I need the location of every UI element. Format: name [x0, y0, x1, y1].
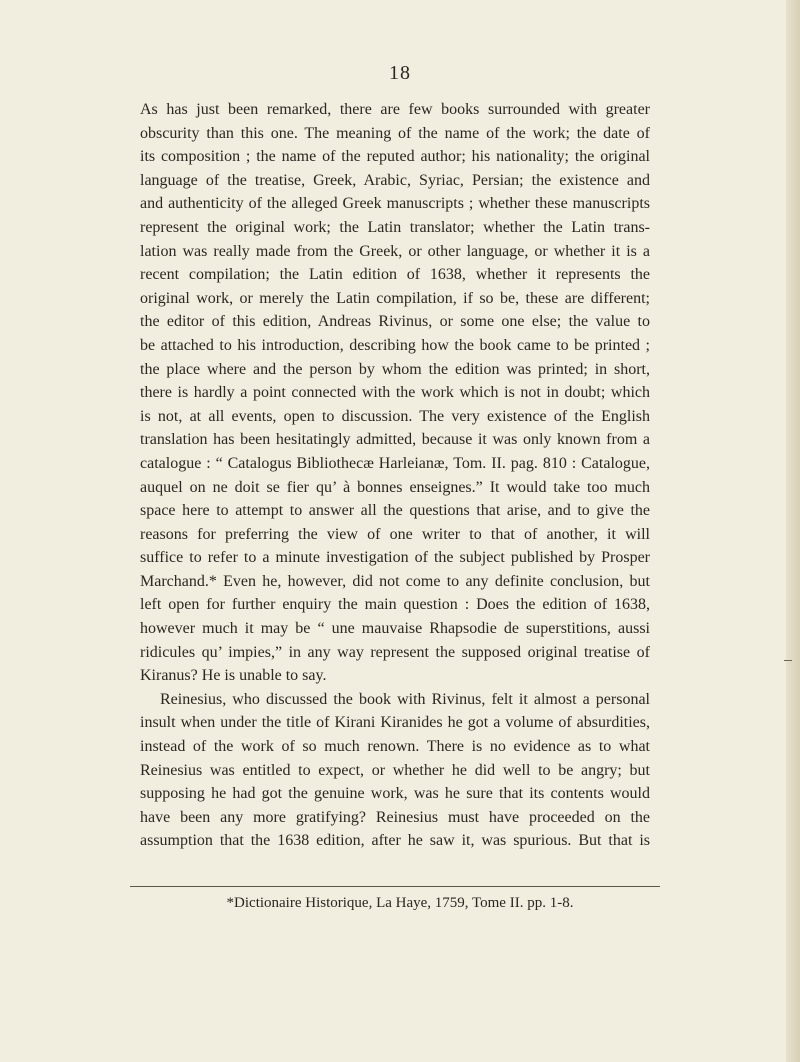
- text-line: represent the original work; the Latin translator; whether the Latin trans-: [140, 218, 650, 236]
- text-line: assumption that the 1638 edition, after he saw it, was spurious. But that is: [140, 832, 650, 850]
- footnote: *Dictionaire Historique, La Haye, 1759, Tome II. pp. 1-8.: [226, 895, 574, 911]
- text-line: there is hardly a point connected with the work which is not in doubt; which: [140, 384, 650, 402]
- text-line: insult when under the title of Kirani Kiranides he got a volume of absurdities,: [140, 714, 650, 732]
- margin-mark: [784, 660, 792, 661]
- text-line: however much it may be “ une mauvaise Rhapsodie de superstitions, aussi: [140, 620, 650, 638]
- text-line: Marchand.* Even he, however, did not come to any definite conclusion, but: [140, 572, 650, 590]
- text-line: obscurity than this one. The meaning of the name of the work; the date of: [140, 124, 650, 142]
- footnote-rule: [130, 886, 660, 887]
- text-line: suffice to refer to a minute investigation of the subject published by Prosper: [140, 549, 650, 567]
- text-line: translation has been hesitatingly admitted, because it was only known from a: [140, 431, 650, 449]
- body-text: [140, 98, 650, 853]
- text-line: recent compilation; the Latin edition of 1638, whether it represents the: [140, 266, 650, 284]
- text-line: lation was really made from the Greek, or other language, or whether it is a: [140, 242, 650, 260]
- text-line: is not, at all events, open to discussion. The very existence of the English: [140, 407, 650, 425]
- text-line: Reinesius, who discussed the book with Rivinus, felt it almost a personal: [160, 690, 650, 708]
- text-line: its composition ; the name of the reputed author; his nationality; the original: [140, 148, 650, 166]
- text-line: instead of the work of so much renown. There is no evidence as to what: [140, 738, 650, 756]
- text-line: have been any more gratifying? Reinesius must have proceeded on the: [140, 808, 650, 826]
- text-line: Kiranus? He is unable to say.: [140, 667, 327, 685]
- text-line: supposing he had got the genuine work, was he sure that its contents would: [140, 785, 650, 803]
- text-line: be attached to his introduction, describing how the book came to be printed ;: [140, 336, 650, 354]
- text-line: space here to attempt to answer all the questions that arise, and to give the: [140, 502, 650, 520]
- page-number: 18: [389, 62, 411, 84]
- text-line: the place where and the person by whom the edition was printed; in short,: [140, 360, 650, 378]
- text-line: left open for further enquiry the main question : Does the edition of 1638,: [140, 596, 650, 614]
- text-line: auquel on ne doit se fier qu’ à bonnes enseignes.” It would take too much: [140, 478, 650, 496]
- text-line: and authenticity of the alleged Greek manuscripts ; whether these manuscripts: [140, 195, 650, 213]
- text-line: reasons for preferring the view of one writer to that of another, it will: [140, 525, 650, 543]
- text-line: the editor of this edition, Andreas Rivinus, or some one else; the value to: [140, 313, 650, 331]
- text-line: Reinesius was entitled to expect, or whether he did well to be angry; but: [140, 761, 650, 779]
- text-line: language of the treatise, Greek, Arabic, Syriac, Persian; the existence and: [140, 171, 650, 189]
- text-line: ridicules qu’ impies,” in any way represent the supposed original treatise of: [140, 643, 650, 661]
- text-line: As has just been remarked, there are few books surrounded with greater: [140, 101, 650, 118]
- text-line: original work, or merely the Latin compilation, if so be, these are different;: [140, 289, 650, 307]
- text-line: catalogue : “ Catalogus Bibliothecæ Harleianæ, Tom. II. pag. 810 : Catalogue,: [140, 454, 650, 472]
